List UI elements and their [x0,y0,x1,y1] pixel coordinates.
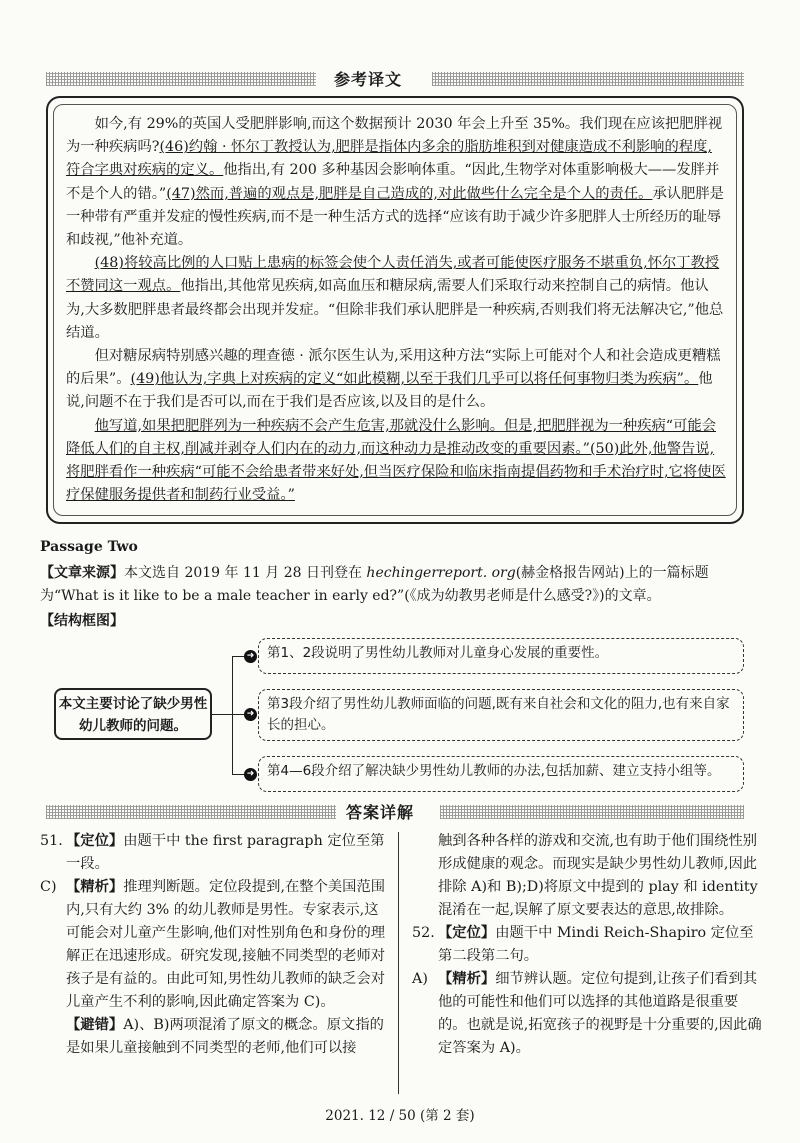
source-site: hechingerreport. org [366,565,516,581]
answer-text: 触到各种各样的游戏和交流,也有助于他们围绕性别形成健康的观念。而现实是缺少男性幼儿教师,因此排除 A)和 B);D)将原文中提到的 play 和 identity 混淆在一起,误解了原文要表达的意思,故排除。 [438,833,758,918]
section-title-answers: 答案详解 [346,803,415,822]
branch-3: 第4—6段介绍了解决缺少男性幼儿教师的办法,包括加薪、建立支持小组等。 [258,756,744,792]
answer-text: 由题干中 the first paragraph 定位至第一段。 [66,833,385,872]
answer-item [412,968,762,1060]
answer-label: 【避错】 [66,1017,124,1033]
answer-label: 【定位】 [438,925,496,941]
translation-segment: (47)然而,普遍的观点是,肥胖是自己造成的,对此做些什么完全是个人的责任。 [166,185,653,202]
translation-segment: 但对糖尿病特别感兴趣的理查德 · 派尔医生认为,采用这种方法“实际上可能对个人和社会造成更糟糕的后果”。 [66,348,721,388]
translation-segment: 他写道,如果把肥胖列为一种疾病不会产生危害,那就没什么影响。但是,把肥胖视为一种疾病“可能会降低人们的自主权,削减并剥夺人们内在的动力,而这种动力是推动改变的重要因素。” [66,417,717,457]
source-text-2: (赫金格报告网站)上的一篇标题为“What is it like to be a male teacher in early ed?”(《成为幼教男老师是什么感受?》)的文章。 [40,565,709,604]
answer-item [412,830,762,922]
source-label: 【文章来源】 [40,565,124,581]
translation-segment: 如今,有 29%的英国人受肥胖影响,而这个数据预计 2030 年会上升至 35%。我们现在应该把肥胖视为一种疾病吗? [66,116,723,156]
answer-text: 细节辨认题。定位句提到,让孩子们看到其他的可能性和他们可以选择的其他道路是很重要的。也就是说,拓宽孩子的视野是十分重要的,因此确定答案为 A)。 [438,971,762,1056]
answer-text: A)、B)两项混淆了原文的概念。原文指的是如果儿童接触到不同类型的老师,他们可以接 [66,1017,384,1056]
translation-paragraph [66,415,726,508]
answer-number: 52. [412,925,435,941]
translation-segment: 他说,问题不在于我们是否可以,而在于我们是否应该,以及目的是什么。 [66,371,713,411]
passage-heading: Passage Two [40,539,138,555]
connector-vertical [232,656,233,774]
answer-text: 由题干中 Mindi Reich-Shapiro 定位至第二段第二句。 [438,925,754,964]
header-hatch-right [432,72,744,86]
structure-label: 【结构框图】 [40,613,124,629]
column-divider [398,832,399,1094]
translation-paragraph [66,113,726,252]
answer-label: 【定位】 [66,833,124,849]
header-hatch-left [46,72,316,86]
translation-segment: 他指出,其他常见疾病,如高血压和糖尿病,需要人们采取行动来控制自己的病情。他认为,大多数肥胖患者最终都会出现并发症。“但除非我们承认肥胖是一种疾病,否则我们将无法解决它,”他总结道。 [66,278,724,341]
answers-hatch-right [440,805,744,819]
arrow-icon-1: ➜ [244,650,257,663]
section-title-translation: 参考译文 [334,70,403,89]
answer-label: 【精析】 [438,971,496,987]
answer-text: 推理判断题。定位段提到,在整个美国范围内,只有大约 3% 的幼儿教师是男性。专家表示,这可能会对儿童产生影响,他们对性别角色和身份的理解正在迅速形成。研究发现,接触不同类型的老师对孩子是有益的。由此可知,男性幼儿教师的缺乏会对儿童产生不利的影响,因此确定答案为 C)。 [66,879,386,1010]
answer-number: 51. [40,833,63,849]
connector-main [212,714,232,715]
translation-paragraphs [66,113,726,507]
answers-left-column [40,830,390,1060]
translation-box [53,104,737,516]
translation-paragraph [66,345,726,415]
translation-segment: (46)约翰 · 怀尔丁教授认为,肥胖是指体内多余的脂肪堆积到对健康造成不利影响的程度,符合字典对疾病的定义。 [66,139,712,179]
branch-1: 第1、2段说明了男性幼儿教师对儿童身心发展的重要性。 [258,638,744,674]
answer-item [40,876,390,1014]
translation-segment: 他指出,有 200 多种基因会影响体重。“因此,生物学对体重影响极大——发胖并不是个人的错。” [66,162,720,202]
arrow-icon-2: ➜ [244,708,257,721]
answer-item [412,922,762,968]
translation-segment: (50)此外,他警告说,将肥胖看作一种疾病“可能不会给患者带来好处,但当医疗保险和临床指南提倡药物和手术治疗时,它将使医疗保健服务提供者和制药行业受益。” [66,440,726,504]
translation-paragraph [66,252,726,345]
answer-item [40,1014,390,1060]
arrow-icon-3: ➜ [244,768,257,781]
answer-item [40,830,390,876]
source-text-1: 本文选自 2019 年 11 月 28 日刊登在 [124,565,367,581]
answers-hatch-left [46,805,336,819]
answer-number: C) [40,879,57,895]
article-source [40,562,762,608]
branch-2: 第3段介绍了男性幼儿教师面临的问题,既有来自社会和文化的阻力,也有来自家长的担心。 [258,689,744,741]
answer-label: 【精析】 [66,879,124,895]
main-topic-box: 本文主要讨论了缺少男性幼儿教师的问题。 [54,688,212,740]
translation-segment: 承认肥胖是一种带有严重并发症的慢性疾病,而不是一种生活方式的选择“应该有助于减少许多肥胖人士所经历的耻辱和歧视,”他补充道。 [66,185,724,249]
translation-segment: (49)他认为,字典上对疾病的定义“如此模糊,以至于我们几乎可以将任何事物归类为疾病”。 [130,371,699,388]
translation-segment: (48)将较高比例的人口贴上患病的标签会使个人责任消失,或者可能使医疗服务不堪重负,怀尔丁教授不赞同这一观点。 [66,255,720,295]
answer-number: A) [412,971,428,987]
answers-right-column [412,830,762,1060]
page-footer: 2021. 12 / 50 (第 2 套) [325,1108,475,1124]
